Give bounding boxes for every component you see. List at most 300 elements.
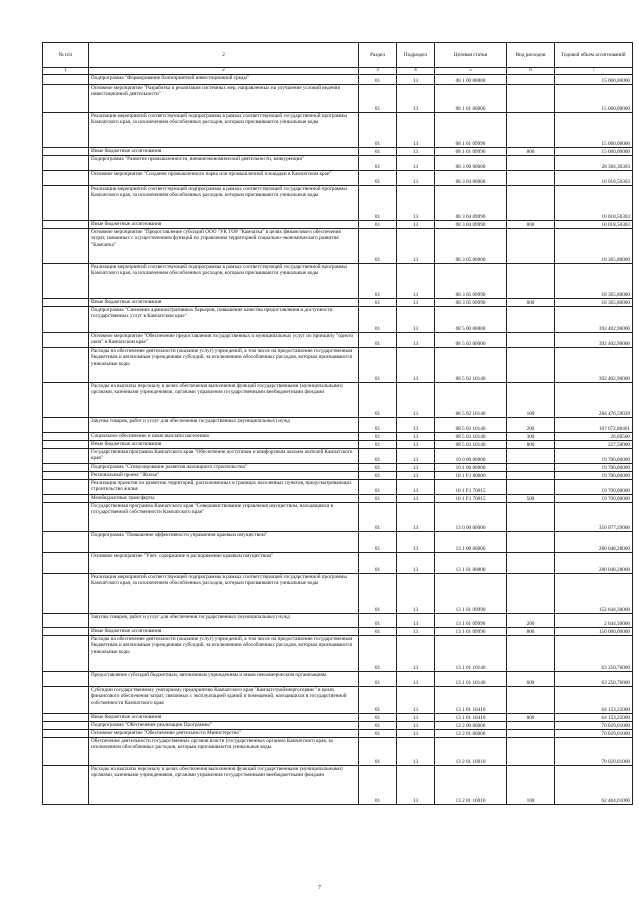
row-razdel-cell: 01	[359, 85, 397, 113]
table-row	[43, 85, 633, 113]
row-name-cell: Основное мероприятие "Создание промышленного парка или промышленной площадки в Камчатском крае"	[89, 171, 359, 186]
row-amount-cell: 62 404,01000	[555, 766, 633, 805]
row-name-cell: Иные бюджетные ассигнования	[89, 221, 359, 229]
row-podrazdel-cell: 13	[397, 264, 435, 299]
row-razdel-cell: 01	[359, 687, 397, 714]
header-podrazdel: Подраздел	[397, 43, 435, 68]
table-row	[43, 221, 633, 229]
row-expense-type-cell: 800	[507, 628, 555, 636]
column-number-row	[43, 68, 633, 75]
row-name-cell: Иные бюджетные ассигнования	[89, 299, 359, 307]
row-razdel-cell: 01	[359, 464, 397, 472]
row-razdel-cell: 01	[359, 722, 397, 730]
budget-page	[42, 42, 632, 805]
row-name-cell: Иные бюджетные ассигнования	[89, 441, 359, 449]
table-row	[43, 418, 633, 433]
row-target-article-cell: 13 1 01 10410	[435, 687, 507, 714]
row-target-article-cell: 08 5 02 00000	[435, 333, 507, 348]
row-number-cell	[43, 299, 89, 307]
row-target-article-cell: 13 2 00 00000	[435, 722, 507, 730]
row-name-cell: Основное мероприятие "Обеспечение деятельности Министерства"	[89, 730, 359, 738]
row-podrazdel-cell: 13	[397, 472, 435, 480]
row-number-cell	[43, 418, 89, 433]
row-podrazdel-cell: 13	[397, 348, 435, 383]
row-amount-cell: 350 077,29000	[555, 503, 633, 532]
row-razdel-cell: 01	[359, 738, 397, 766]
row-amount-cell: 70 029,01000	[555, 738, 633, 766]
row-podrazdel-cell: 13	[397, 441, 435, 449]
row-podrazdel-cell: 13	[397, 738, 435, 766]
table-row	[43, 186, 633, 221]
row-podrazdel-cell: 13	[397, 614, 435, 628]
row-number-cell	[43, 722, 89, 730]
row-razdel-cell: 01	[359, 221, 397, 229]
row-expense-type-cell: 300	[507, 433, 555, 441]
row-podrazdel-cell: 13	[397, 628, 435, 636]
row-number-cell	[43, 307, 89, 333]
row-target-article-cell: 13 0 00 00000	[435, 503, 507, 532]
row-number-cell	[43, 503, 89, 532]
table-row	[43, 348, 633, 383]
table-body	[43, 75, 633, 805]
row-target-article-cell: 08 3 04 09990	[435, 221, 507, 229]
row-amount-cell: 18 365,80000	[555, 229, 633, 264]
row-name-cell: Подпрограмма "Снижение административных барьеров, повышение качества предоставления и доступности государственных услуг в Камчатском крае"	[89, 307, 359, 333]
row-expense-type-cell	[507, 464, 555, 472]
row-razdel-cell: 01	[359, 628, 397, 636]
row-razdel-cell: 01	[359, 156, 397, 171]
header-name: 2	[89, 43, 359, 68]
table-row	[43, 532, 633, 553]
row-razdel-cell: 01	[359, 148, 397, 156]
table-row	[43, 614, 633, 628]
row-razdel-cell: 01	[359, 186, 397, 221]
row-number-cell	[43, 472, 89, 480]
row-razdel-cell: 01	[359, 418, 397, 433]
row-expense-type-cell	[507, 636, 555, 672]
row-name-cell: Подпрограмма "Повышение эффективности управления краевым имуществом"	[89, 532, 359, 553]
row-target-article-cell: 13 2 01 00000	[435, 730, 507, 738]
row-expense-type-cell	[507, 449, 555, 464]
scan-edge-mark	[626, 700, 632, 840]
row-name-cell: Подпрограмма "Стимулирование развития жилищного строительства"	[89, 464, 359, 472]
table-row	[43, 480, 633, 495]
table-row	[43, 75, 633, 85]
row-name-cell: Закупка товаров, работ и услуг для обеспечения государственных (муниципальных) нужд	[89, 614, 359, 628]
row-number-cell	[43, 766, 89, 805]
row-number-cell	[43, 628, 89, 636]
row-name-cell: Основное мероприятие "Разработка и реализация системных мер, направленных на улучшение условий ведения инвестиционной деятельности"	[89, 85, 359, 113]
row-amount-cell: 227,50000	[555, 441, 633, 449]
row-razdel-cell: 01	[359, 264, 397, 299]
row-expense-type-cell: 100	[507, 766, 555, 805]
row-expense-type-cell: 200	[507, 418, 555, 433]
row-expense-type-cell	[507, 687, 555, 714]
row-podrazdel-cell: 13	[397, 171, 435, 186]
column-number: 7	[555, 68, 633, 75]
row-amount-cell: 392 402,90000	[555, 333, 633, 348]
column-number: 6	[507, 68, 555, 75]
row-number-cell	[43, 441, 89, 449]
row-amount-cell: 280 048,28000	[555, 532, 633, 553]
row-razdel-cell: 01	[359, 714, 397, 722]
row-podrazdel-cell: 13	[397, 636, 435, 672]
row-name-cell: Расходы на выплаты персоналу в целях обеспечения выполнения функций государственными (муниципальными) органами, казенными учреждениями, органами управления государственными внебюджетными фондами	[89, 383, 359, 418]
row-name-cell: Социальное обеспечение и иные выплаты населению	[89, 433, 359, 441]
row-razdel-cell: 01	[359, 299, 397, 307]
row-name-cell: Реализация мероприятий соответствующей подпрограммы в рамках соответствующей государственной программы Камчатского края, за исключением обособленных расходов, которым присваиваются уникальные коды	[89, 264, 359, 299]
table-row	[43, 687, 633, 714]
row-target-article-cell: 08 3 04 09990	[435, 186, 507, 221]
row-podrazdel-cell: 13	[397, 687, 435, 714]
row-target-article-cell: 13 1 00 00000	[435, 532, 507, 553]
row-expense-type-cell: 200	[507, 614, 555, 628]
row-number-cell	[43, 714, 89, 722]
row-amount-cell: 64 153,22000	[555, 687, 633, 714]
row-expense-type-cell	[507, 307, 555, 333]
table-row	[43, 714, 633, 722]
row-amount-cell: 70 029,01000	[555, 722, 633, 730]
row-podrazdel-cell: 13	[397, 148, 435, 156]
row-razdel-cell: 01	[359, 480, 397, 495]
row-expense-type-cell	[507, 532, 555, 553]
row-number-cell	[43, 264, 89, 299]
row-target-article-cell: 08 5 02 10140	[435, 441, 507, 449]
row-razdel-cell: 01	[359, 532, 397, 553]
row-expense-type-cell: 600	[507, 672, 555, 687]
row-podrazdel-cell: 13	[397, 299, 435, 307]
row-podrazdel-cell: 13	[397, 574, 435, 614]
row-amount-cell: 152 644,30000	[555, 574, 633, 614]
row-podrazdel-cell: 13	[397, 221, 435, 229]
table-row	[43, 636, 633, 672]
row-target-article-cell: 08 3 04 00000	[435, 171, 507, 186]
row-razdel-cell: 01	[359, 672, 397, 687]
table-row	[43, 307, 633, 333]
row-razdel-cell: 01	[359, 636, 397, 672]
row-razdel-cell: 01	[359, 766, 397, 805]
row-expense-type-cell	[507, 472, 555, 480]
row-amount-cell: 284 476,59039	[555, 383, 633, 418]
row-number-cell	[43, 449, 89, 464]
table-row	[43, 113, 633, 148]
row-amount-cell: 15 000,00000	[555, 148, 633, 156]
row-target-article-cell: 10 0 00 00000	[435, 449, 507, 464]
row-podrazdel-cell: 13	[397, 113, 435, 148]
column-number: 4	[397, 68, 435, 75]
row-name-cell: Расходы на обеспечение деятельности (оказание услуг) учреждений, в том числе на предоставление государственным бюджетным и автономным учреждениям субсидий, за исключением обособленных расходов, которым присваиваются уникальные коды	[89, 348, 359, 383]
row-name-cell: Субсидии государственному унитарному предприятию Камчатского края "Камчатстройэнергосервис" в целях финансового обеспечения затрат, связанных с эксплуатацией зданий и помещений, находящихся в государственной собственности Камчатского края	[89, 687, 359, 714]
row-expense-type-cell	[507, 738, 555, 766]
row-expense-type-cell	[507, 186, 555, 221]
table-row	[43, 574, 633, 614]
table-row	[43, 171, 633, 186]
row-razdel-cell: 01	[359, 113, 397, 148]
row-razdel-cell: 01	[359, 348, 397, 383]
row-amount-cell: 15 000,00000	[555, 85, 633, 113]
row-expense-type-cell	[507, 75, 555, 85]
row-razdel-cell: 01	[359, 614, 397, 628]
column-number: 5	[435, 68, 507, 75]
page-number: 7	[318, 885, 321, 891]
row-target-article-cell: 10 1 F1 70015	[435, 480, 507, 495]
row-podrazdel-cell: 13	[397, 433, 435, 441]
column-number: 3	[359, 68, 397, 75]
row-number-cell	[43, 480, 89, 495]
row-number-cell	[43, 464, 89, 472]
table-row	[43, 383, 633, 418]
row-target-article-cell: 08 5 00 00000	[435, 307, 507, 333]
table-row	[43, 464, 633, 472]
table-row	[43, 553, 633, 574]
row-number-cell	[43, 433, 89, 441]
row-number-cell	[43, 348, 89, 383]
row-amount-cell: 19 700,00000	[555, 472, 633, 480]
row-target-article-cell: 10 1 F1 70015	[435, 495, 507, 503]
table-row	[43, 628, 633, 636]
row-expense-type-cell: 800	[507, 299, 555, 307]
row-name-cell: Подпрограмма "Формирование благоприятной инвестиционной среды"	[89, 75, 359, 85]
row-podrazdel-cell: 13	[397, 480, 435, 495]
table-row	[43, 264, 633, 299]
row-name-cell: Реализация мероприятий соответствующей подпрограммы в рамках соответствующей государственной программы Камчатского края, за исключением обособленных расходов, которым присваиваются уникальные коды	[89, 186, 359, 221]
row-amount-cell: 18 365,80000	[555, 299, 633, 307]
row-amount-cell: 10 018,50303	[555, 221, 633, 229]
row-target-article-cell: 08 3 05 09990	[435, 299, 507, 307]
row-target-article-cell: 08 5 02 10140	[435, 433, 507, 441]
row-name-cell: Обеспечение деятельности государственных органов власти (государственных органов) Камчатского края, за исключением обособленных расходов, которым присваиваются уникальные коды.	[89, 738, 359, 766]
row-name-cell: Региональный проект "Жилье"	[89, 472, 359, 480]
row-target-article-cell: 13 2 01 10010	[435, 766, 507, 805]
row-number-cell	[43, 333, 89, 348]
table-row	[43, 738, 633, 766]
header-target-article: Целевая статья	[435, 43, 507, 68]
row-amount-cell: 19 700,00000	[555, 449, 633, 464]
row-expense-type-cell	[507, 730, 555, 738]
row-amount-cell: 70 029,01000	[555, 730, 633, 738]
header-annual-amount: Годовой объем ассигнований	[555, 43, 633, 68]
row-amount-cell: 63 250,76000	[555, 672, 633, 687]
header-no: № п/п	[43, 43, 89, 68]
row-razdel-cell: 01	[359, 229, 397, 264]
row-target-article-cell: 08 3 05 09990	[435, 264, 507, 299]
row-name-cell: Подпрограмма "Развитие промышленности, внешнеэкономической деятельности, конкуренции"	[89, 156, 359, 171]
row-name-cell: Межбюджетные трансферты	[89, 495, 359, 503]
row-expense-type-cell	[507, 480, 555, 495]
row-amount-cell: 10 018,50303	[555, 186, 633, 221]
row-number-cell	[43, 156, 89, 171]
budget-table	[42, 42, 633, 805]
row-name-cell: Государственная программа Камчатского края "Обеспечение доступным и комфортным жильем жителей Камчатского края"	[89, 449, 359, 464]
row-target-article-cell: 08 5 02 10140	[435, 383, 507, 418]
row-number-cell	[43, 171, 89, 186]
row-podrazdel-cell: 13	[397, 495, 435, 503]
row-razdel-cell: 01	[359, 307, 397, 333]
row-amount-cell: 107 672,80461	[555, 418, 633, 433]
row-number-cell	[43, 148, 89, 156]
row-amount-cell: 15 000,00000	[555, 75, 633, 85]
row-podrazdel-cell: 13	[397, 532, 435, 553]
row-target-article-cell: 13 1 01 09990	[435, 574, 507, 614]
row-amount-cell: 19 700,00000	[555, 480, 633, 495]
table-row	[43, 495, 633, 503]
row-number-cell	[43, 636, 89, 672]
table-row	[43, 229, 633, 264]
row-name-cell: Основное мероприятие "Учет, содержание и распоряжение краевым имуществом"	[89, 553, 359, 574]
column-number: 2	[89, 68, 359, 75]
row-number-cell	[43, 614, 89, 628]
row-name-cell: Иные бюджетные ассигнования	[89, 714, 359, 722]
row-expense-type-cell	[507, 171, 555, 186]
row-amount-cell: 15 000,00000	[555, 113, 633, 148]
row-razdel-cell: 01	[359, 383, 397, 418]
row-expense-type-cell	[507, 503, 555, 532]
row-amount-cell: 150 000,00000	[555, 628, 633, 636]
row-target-article-cell: 13 1 01 10140	[435, 672, 507, 687]
row-razdel-cell: 01	[359, 449, 397, 464]
row-name-cell: Государственная программа Камчатского края "Совершенствование управления имуществом, находящимся в государственной собственности Камчатского края"	[89, 503, 359, 532]
row-amount-cell: 26,00500	[555, 433, 633, 441]
row-expense-type-cell	[507, 264, 555, 299]
row-expense-type-cell: 800	[507, 221, 555, 229]
row-target-article-cell: 13 1 01 09990	[435, 614, 507, 628]
row-target-article-cell: 08 1 01 09990	[435, 113, 507, 148]
row-expense-type-cell: 100	[507, 383, 555, 418]
row-razdel-cell: 01	[359, 553, 397, 574]
table-row	[43, 503, 633, 532]
row-razdel-cell: 01	[359, 333, 397, 348]
header-razdel: Раздел	[359, 43, 397, 68]
row-target-article-cell: 13 1 01 10140	[435, 636, 507, 672]
row-amount-cell: 18 365,80000	[555, 264, 633, 299]
row-target-article-cell: 10 1 00 00000	[435, 464, 507, 472]
row-expense-type-cell	[507, 113, 555, 148]
row-name-cell: Подпрограмма "Обеспечение реализации Программы"	[89, 722, 359, 730]
row-razdel-cell: 01	[359, 503, 397, 532]
row-number-cell	[43, 383, 89, 418]
row-number-cell	[43, 672, 89, 687]
table-row	[43, 333, 633, 348]
row-razdel-cell: 01	[359, 574, 397, 614]
table-row	[43, 148, 633, 156]
row-expense-type-cell	[507, 333, 555, 348]
row-target-article-cell: 08 3 00 00000	[435, 156, 507, 171]
row-target-article-cell: 13 1 01 09990	[435, 628, 507, 636]
row-expense-type-cell	[507, 348, 555, 383]
row-name-cell: Основное мероприятие "Предоставление субсидий ООО "УК ТОР "Камчатка" в целях финансового обеспечения затрат, связанных с осуществлением функций по управлению территорией социально-экономического развития "Камчатка"	[89, 229, 359, 264]
row-name-cell: Реализация проектов по развитию территорий, расположенных в границах населенных пунктов, предусматривающих строительство жилья	[89, 480, 359, 495]
row-target-article-cell: 13 1 01 10410	[435, 714, 507, 722]
row-target-article-cell: 08 1 00 00000	[435, 75, 507, 85]
row-expense-type-cell: 500	[507, 495, 555, 503]
header-expense-type: Вид расходов	[507, 43, 555, 68]
row-razdel-cell: 01	[359, 730, 397, 738]
table-row	[43, 472, 633, 480]
row-name-cell: Реализация мероприятий соответствующей подпрограммы в рамках соответствующей государственной программы Камчатского края, за исключением обособленных расходов, которым присваиваются уникальные коды	[89, 113, 359, 148]
table-row	[43, 730, 633, 738]
row-name-cell: Иные бюджетные ассигнования	[89, 628, 359, 636]
row-podrazdel-cell: 13	[397, 766, 435, 805]
row-name-cell: Предоставление субсидий бюджетным, автономным учреждениям и иным некоммерческим организациям	[89, 672, 359, 687]
row-expense-type-cell	[507, 722, 555, 730]
row-podrazdel-cell: 13	[397, 418, 435, 433]
row-number-cell	[43, 229, 89, 264]
row-podrazdel-cell: 13	[397, 449, 435, 464]
row-number-cell	[43, 85, 89, 113]
row-amount-cell: 392 402,90000	[555, 348, 633, 383]
row-amount-cell: 10 018,50303	[555, 171, 633, 186]
row-number-cell	[43, 553, 89, 574]
row-podrazdel-cell: 13	[397, 464, 435, 472]
row-number-cell	[43, 495, 89, 503]
row-name-cell: Основное мероприятие "Обеспечение предоставления государственных и муниципальных услуг по принципу "одного окна" в Камчатском крае"	[89, 333, 359, 348]
row-podrazdel-cell: 13	[397, 383, 435, 418]
row-expense-type-cell	[507, 553, 555, 574]
row-expense-type-cell	[507, 574, 555, 614]
row-amount-cell: 19 700,00000	[555, 495, 633, 503]
row-amount-cell: 64 153,22000	[555, 714, 633, 722]
row-podrazdel-cell: 13	[397, 307, 435, 333]
row-podrazdel-cell: 13	[397, 85, 435, 113]
header-row	[43, 43, 633, 68]
row-razdel-cell: 01	[359, 472, 397, 480]
row-number-cell	[43, 730, 89, 738]
row-number-cell	[43, 532, 89, 553]
row-podrazdel-cell: 13	[397, 722, 435, 730]
row-razdel-cell: 01	[359, 171, 397, 186]
row-expense-type-cell	[507, 156, 555, 171]
row-podrazdel-cell: 13	[397, 156, 435, 171]
row-podrazdel-cell: 13	[397, 229, 435, 264]
table-row	[43, 441, 633, 449]
row-number-cell	[43, 687, 89, 714]
row-amount-cell: 280 048,28000	[555, 553, 633, 574]
row-expense-type-cell: 800	[507, 148, 555, 156]
row-number-cell	[43, 113, 89, 148]
row-expense-type-cell: 800	[507, 441, 555, 449]
row-podrazdel-cell: 13	[397, 186, 435, 221]
row-razdel-cell: 01	[359, 75, 397, 85]
row-number-cell	[43, 75, 89, 85]
row-podrazdel-cell: 13	[397, 333, 435, 348]
table-row	[43, 766, 633, 805]
row-expense-type-cell: 800	[507, 714, 555, 722]
row-target-article-cell: 08 1 01 00000	[435, 85, 507, 113]
row-number-cell	[43, 186, 89, 221]
row-target-article-cell: 08 5 02 10140	[435, 348, 507, 383]
row-amount-cell: 63 250,76000	[555, 636, 633, 672]
row-podrazdel-cell: 13	[397, 730, 435, 738]
row-name-cell: Закупка товаров, работ и услуг для обеспечения государственных (муниципальных) нужд	[89, 418, 359, 433]
row-name-cell: Расходы на обеспечение деятельности (оказание услуг) учреждений, в том числе на предоставление государственным бюджетным и автономным учреждениям субсидий, за исключением обособленных расходов, которым присваиваются уникальные коды	[89, 636, 359, 672]
row-amount-cell: 2 644,30000	[555, 614, 633, 628]
row-target-article-cell: 08 3 05 00000	[435, 229, 507, 264]
row-target-article-cell: 13 2 01 10010	[435, 738, 507, 766]
row-podrazdel-cell: 13	[397, 714, 435, 722]
row-number-cell	[43, 574, 89, 614]
row-name-cell: Реализация мероприятий соответствующей подпрограммы в рамках соответствующей государственной программы Камчатского края, за исключением обособленных расходов, которым присваиваются уникальные коды	[89, 574, 359, 614]
row-amount-cell: 19 700,00000	[555, 464, 633, 472]
table-row	[43, 299, 633, 307]
row-podrazdel-cell: 13	[397, 75, 435, 85]
table-row	[43, 672, 633, 687]
table-row	[43, 156, 633, 171]
column-number: 1	[43, 68, 89, 75]
row-razdel-cell: 01	[359, 433, 397, 441]
row-podrazdel-cell: 13	[397, 672, 435, 687]
row-podrazdel-cell: 13	[397, 553, 435, 574]
row-name-cell: Расходы на выплаты персоналу в целях обеспечения выполнения функций государственными (муниципальными) органами, казенными учреждениями, органами управления государственными внебюджетными фондами	[89, 766, 359, 805]
